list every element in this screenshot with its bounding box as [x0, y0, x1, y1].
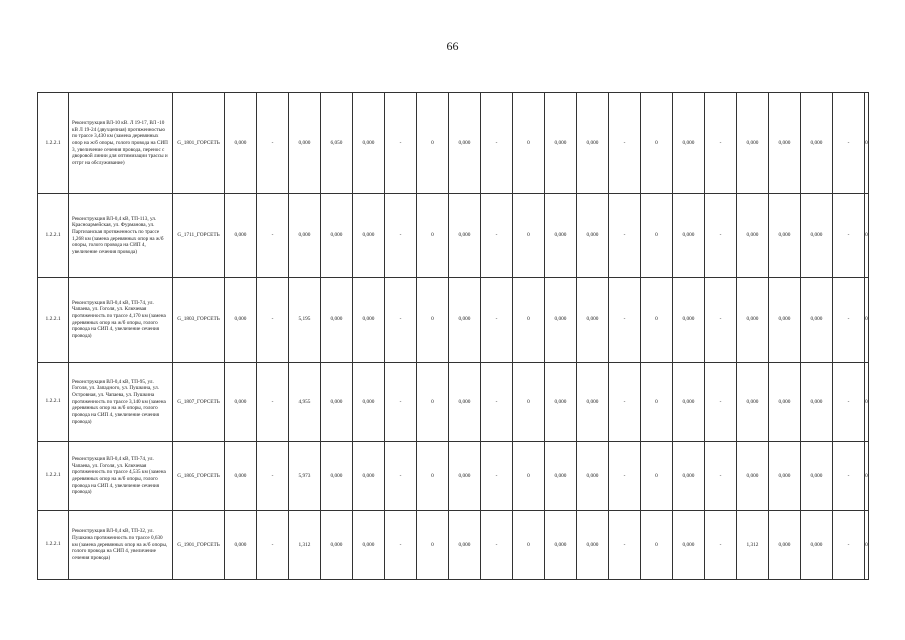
value-cell: 0,000 [449, 362, 481, 441]
value-cell: 6,050 [321, 93, 353, 194]
value-cell: 0 [865, 194, 869, 277]
value-cell: 0 [513, 277, 545, 362]
value-cell: - [481, 277, 513, 362]
row-id-cell: 1.2.2.1 [38, 441, 69, 510]
table-row [38, 93, 869, 194]
value-cell: 0 [417, 277, 449, 362]
value-cell: - [705, 277, 737, 362]
value-cell: 0 [417, 510, 449, 579]
value-cell: 0,000 [449, 277, 481, 362]
value-cell: 0 [513, 194, 545, 277]
value-cell: - [609, 93, 641, 194]
value-cell: 0 [865, 362, 869, 441]
value-cell: - [385, 277, 417, 362]
value-cell: 0,000 [673, 93, 705, 194]
table-row [38, 277, 869, 362]
value-cell: - [385, 441, 417, 510]
project-description-cell: Реконструкция ВЛ-10 кВ. Л 19-17, ВЛ -10 кВ Л 19-24 (двухцепная) протяженностью по трассе 3,430 км (замена деревянных опор на ж/б опоры, голого провода на СИП 3, увеличение сечения провода, перенос с дворовой линии для оптимизации трассы и отгрг на обслуживание) [69, 93, 173, 194]
value-cell: 0,000 [737, 441, 769, 510]
value-cell: 0,000 [225, 93, 257, 194]
value-cell: 0 [417, 441, 449, 510]
row-id-cell: 1.2.2.1 [38, 362, 69, 441]
project-code-cell: G_1711_ГОРСЕТЬ [173, 194, 225, 277]
value-cell: - [481, 194, 513, 277]
value-cell: - [609, 362, 641, 441]
value-cell: 0,000 [737, 277, 769, 362]
value-cell: - [385, 362, 417, 441]
value-cell: 0 [641, 441, 673, 510]
value-cell: - [705, 362, 737, 441]
value-cell: 0,000 [225, 362, 257, 441]
value-cell: 0,000 [769, 277, 801, 362]
value-cell: 0,000 [577, 277, 609, 362]
value-cell: - [833, 362, 865, 441]
value-cell: 0 [641, 510, 673, 579]
value-cell: 0,000 [673, 441, 705, 510]
value-cell: 0,000 [737, 194, 769, 277]
value-cell: - [481, 362, 513, 441]
value-cell: 0 [641, 194, 673, 277]
value-cell: 0,000 [769, 194, 801, 277]
value-cell: 0,000 [225, 510, 257, 579]
value-cell: - [609, 277, 641, 362]
value-cell: 0 [417, 362, 449, 441]
value-cell: 0,000 [801, 194, 833, 277]
value-cell: 0,000 [449, 510, 481, 579]
value-cell: 0,000 [673, 277, 705, 362]
value-cell: 0,000 [321, 277, 353, 362]
project-code-cell: G_1807_ГОРСЕТЬ [173, 362, 225, 441]
value-cell: 0,000 [545, 362, 577, 441]
value-cell: 0,000 [289, 194, 321, 277]
value-cell: 0,000 [545, 194, 577, 277]
value-cell: - [257, 362, 289, 441]
value-cell: 0,000 [449, 194, 481, 277]
value-cell: 0,000 [321, 194, 353, 277]
value-cell: 0 [865, 277, 869, 362]
value-cell: 0 [865, 510, 869, 579]
row-id-cell: 1.2.2.1 [38, 510, 69, 579]
value-cell: 0,000 [321, 362, 353, 441]
value-cell: 0,000 [545, 510, 577, 579]
value-cell: 0,000 [545, 277, 577, 362]
value-cell: 5,195 [289, 277, 321, 362]
value-cell: 0,000 [673, 362, 705, 441]
table-row [38, 441, 869, 510]
project-code-cell: G_1801_ГОРСЕТЬ [173, 93, 225, 194]
table-row [38, 362, 869, 441]
value-cell: - [609, 194, 641, 277]
value-cell: 4,955 [289, 362, 321, 441]
value-cell: 0 [513, 441, 545, 510]
value-cell: 0,000 [545, 93, 577, 194]
value-cell: - [833, 93, 865, 194]
value-cell: - [481, 93, 513, 194]
value-cell: - [385, 194, 417, 277]
value-cell: 0,000 [577, 510, 609, 579]
investment-table [37, 92, 869, 580]
table-row [38, 510, 869, 579]
table-row [38, 194, 869, 277]
value-cell: 0,000 [321, 441, 353, 510]
value-cell: 0,000 [737, 362, 769, 441]
value-cell: - [257, 510, 289, 579]
value-cell: - [705, 93, 737, 194]
value-cell: 0,000 [449, 93, 481, 194]
value-cell: 0,000 [449, 441, 481, 510]
value-cell: - [705, 441, 737, 510]
value-cell: 0 [513, 362, 545, 441]
project-code-cell: G_1803_ГОРСЕТЬ [173, 277, 225, 362]
value-cell: - [481, 441, 513, 510]
project-description-cell: Реконструкция ВЛ-0,4 кВ, ТП-95, ул. Гоголя, ул. Западного, ул. Пушкина, ул. Островная, ул. Чапаева, ул. Пушкина протяженность по трассе 3,140 км (замена деревянных опор на ж/б опоры, голого провода на СИП 4, увеличение сечения провода) [69, 362, 173, 441]
row-id-cell: 1.2.2.1 [38, 277, 69, 362]
value-cell: - [609, 441, 641, 510]
project-code-cell: G_1901_ГОРСЕТЬ [173, 510, 225, 579]
value-cell: - [385, 93, 417, 194]
value-cell: 0,000 [673, 194, 705, 277]
value-cell: 0,000 [769, 510, 801, 579]
value-cell: 5,973 [289, 441, 321, 510]
value-cell: 0,000 [321, 510, 353, 579]
value-cell: 0,000 [801, 510, 833, 579]
value-cell: 0 [865, 441, 869, 510]
value-cell: - [833, 277, 865, 362]
project-description-cell: Реконструкция ВЛ-0,4 кВ, ТП-74, ул. Чапаева, ул. Гоголя, ул. Ключевая протяженность по трассе 4,535 км (замена деревянных опор на ж/б опоры, голого провода на СИП 4, увеличение сечения провода) [69, 441, 173, 510]
value-cell: 0 [641, 93, 673, 194]
value-cell: - [705, 194, 737, 277]
value-cell: 0,000 [225, 277, 257, 362]
value-cell: 0,000 [353, 441, 385, 510]
value-cell: 0,000 [577, 441, 609, 510]
value-cell: 0,000 [353, 194, 385, 277]
value-cell: 1,312 [737, 510, 769, 579]
value-cell: 0,000 [353, 93, 385, 194]
value-cell: - [257, 93, 289, 194]
value-cell: - [833, 441, 865, 510]
value-cell: - [257, 194, 289, 277]
value-cell: - [705, 510, 737, 579]
value-cell: 0,000 [801, 93, 833, 194]
project-description-cell: Реконструкция ВЛ-0,4 кВ, ТП-74, ул. Чапаева, ул. Гоголя, ул. Ключевая протяженность по трассе 4,170 км (замена деревянных опор на ж/б опоры, голого провода на СИП 4, увеличение сечения провода) [69, 277, 173, 362]
value-cell: 0,000 [577, 362, 609, 441]
value-cell: 0 [417, 194, 449, 277]
value-cell: 0,000 [769, 93, 801, 194]
value-cell: 0,000 [801, 441, 833, 510]
value-cell: 0 [513, 93, 545, 194]
value-cell: - [609, 510, 641, 579]
value-cell: - [833, 510, 865, 579]
value-cell: 0 [641, 362, 673, 441]
value-cell: 0,000 [577, 93, 609, 194]
value-cell: 0,000 [225, 194, 257, 277]
value-cell: 0,000 [353, 510, 385, 579]
value-cell: 0,000 [769, 362, 801, 441]
project-description-cell: Реконструкция ВЛ-0,4 кВ, ТП-32, ул. Пушкина протяженность по трассе 0,630 км (замена деревянных опор на ж/б опоры, голого провода на СИП 4, увеличение сечения провода) [69, 510, 173, 579]
value-cell: - [385, 510, 417, 579]
value-cell: 0,000 [769, 441, 801, 510]
value-cell: 0 [865, 93, 869, 194]
value-cell: 0,000 [353, 277, 385, 362]
project-description-cell: Реконструкция ВЛ-0,4 кВ, ТП-113, ул. Красноармейская, ул. Фурманова, ул. Партизанская протяженность по трассе 1,268 км (замена деревянных опор на ж/б опоры, голого провода на СИП 4, увеличение сечения провода) [69, 194, 173, 277]
value-cell: 0,000 [353, 362, 385, 441]
value-cell: 0 [417, 93, 449, 194]
value-cell: 0,000 [545, 441, 577, 510]
value-cell: - [257, 277, 289, 362]
value-cell: 1,312 [289, 510, 321, 579]
value-cell: 0,000 [289, 93, 321, 194]
value-cell: 0,000 [801, 362, 833, 441]
value-cell: 0,000 [225, 441, 257, 510]
value-cell: 0 [513, 510, 545, 579]
project-code-cell: G_1805_ГОРСЕТЬ [173, 441, 225, 510]
row-id-cell: 1.2.2.1 [38, 93, 69, 194]
value-cell: 0,000 [737, 93, 769, 194]
value-cell: - [257, 441, 289, 510]
page-number: 66 [446, 39, 459, 53]
value-cell: 0,000 [801, 277, 833, 362]
value-cell: - [833, 194, 865, 277]
value-cell: 0,000 [577, 194, 609, 277]
value-cell: - [481, 510, 513, 579]
value-cell: 0 [641, 277, 673, 362]
row-id-cell: 1.2.2.1 [38, 194, 69, 277]
value-cell: 0,000 [673, 510, 705, 579]
